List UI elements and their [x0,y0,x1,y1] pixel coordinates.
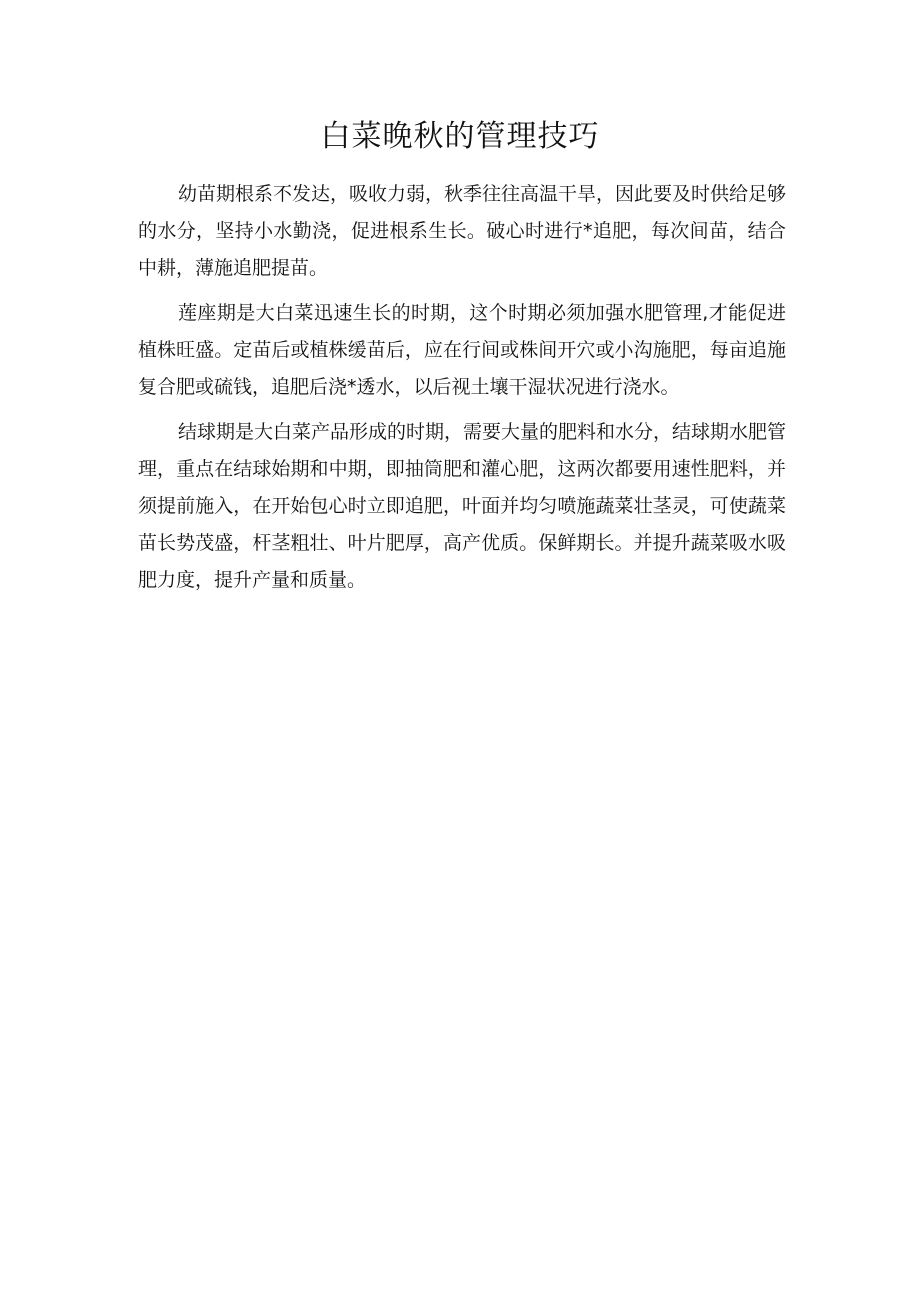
document-title: 白菜晚秋的管理技巧 [320,119,600,154]
document-body [138,176,786,607]
paragraph-seedling-stage: 幼苗期根系不发达，吸收力弱，秋季往往高温干旱，因此要及时供给足够的水分，坚持小水勤浇，促进根系生长。破心时进行*追肥，每次间苗，结合中耕，薄施追肥提苗。 [138,183,787,279]
paragraph-rosette-stage: 莲座期是大白菜迅速生长的时期，这个时期必须加强水肥管理,才能促进植株旺盛。定苗后或植株缓苗后，应在行间或株间开穴或小沟施肥，每亩追施复合肥或硫钱，追肥后浇*透水，以后视土壤干湿状况进行浇水。 [138,302,786,398]
paragraph-heading-stage: 结球期是大白菜产品形成的时期，需要大量的肥料和水分，结球期水肥管理，重点在结球始期和中期，即抽筒肥和灌心肥，这两次都要用速性肥料，并须提前施入，在开始包心时立即追肥，叶面并均匀喷施蔬菜壮茎灵，可使蔬菜苗长势茂盛，杆茎粗壮、叶片肥厚，高产优质。保鲜期长。并提升蔬菜吸水吸肥力度，提升产量和质量。 [138,421,787,591]
